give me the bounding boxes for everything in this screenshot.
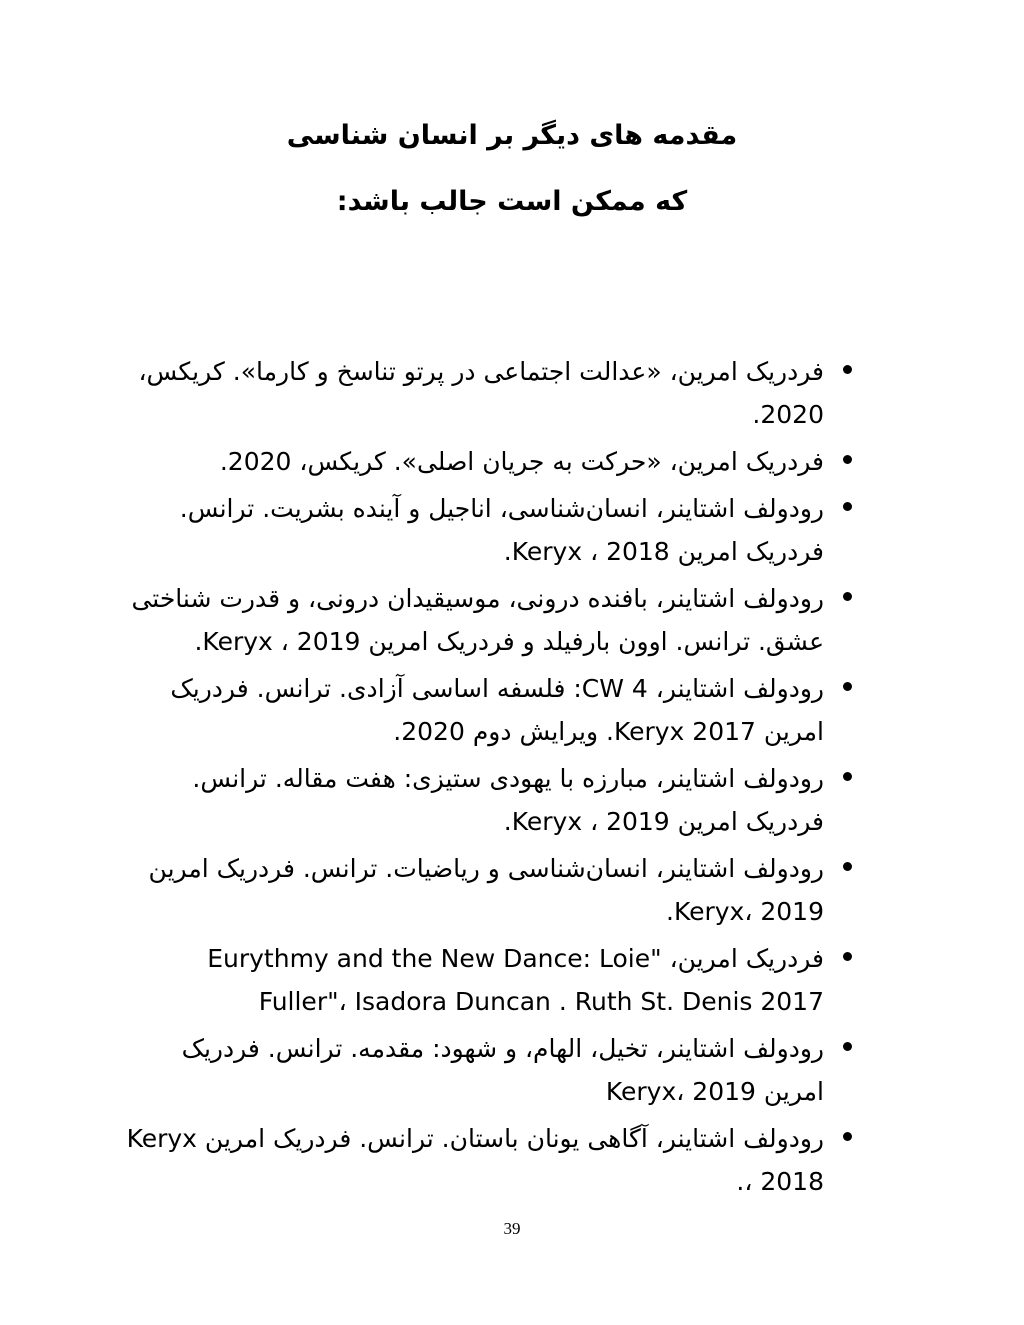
bullet-icon bbox=[843, 592, 852, 601]
reference-text: رودولف اشتاینر، انسان‌شناسی و ریاضیات. ترانس. فردریک امرین Keryx، 2019. bbox=[148, 854, 824, 926]
list-item bbox=[120, 1117, 852, 1203]
page-subtitle: که ممکن است جالب باشد: bbox=[336, 186, 688, 217]
reference-text: رودولف اشتاینر، تخیل، الهام، و شهود: مقدمه. ترانس. فردریک امرین Keryx، 2019 bbox=[181, 1034, 824, 1106]
bullet-icon bbox=[843, 365, 852, 374]
reference-text: رودولف اشتاینر، CW 4: فلسفه اساسی آزادی. ترانس. فردریک امرین Keryx 2017. ویرایش دوم 2020. bbox=[170, 674, 824, 746]
list-item bbox=[120, 847, 852, 933]
list-item bbox=[120, 667, 852, 753]
list-item bbox=[120, 757, 852, 843]
bullet-icon bbox=[843, 862, 852, 871]
list-item bbox=[120, 440, 852, 483]
list-item bbox=[120, 937, 852, 1023]
list-item bbox=[120, 1027, 852, 1113]
bullet-icon bbox=[843, 952, 852, 961]
list-item bbox=[120, 487, 852, 573]
page-number: 39 bbox=[503, 1219, 521, 1238]
bullet-icon bbox=[843, 1042, 852, 1051]
reference-text: رودولف اشتاینر، مبارزه با یهودی ستیزی: هفت مقاله. ترانس. فردریک امرین Keryx ، 2019. bbox=[192, 764, 824, 836]
bullet-icon bbox=[843, 1132, 852, 1141]
bullet-icon bbox=[843, 772, 852, 781]
reference-text: رودولف اشتاینر، بافنده درونی، موسیقیدان درونی، و قدرت شناختی عشق. ترانس. اوون بارفیلد و فردریک امرین Keryx ، 2019. bbox=[131, 584, 824, 656]
bullet-icon bbox=[843, 502, 852, 511]
reference-text: رودولف اشتاینر، آگاهی یونان باستان. ترانس. فردریک امرین Keryx ، 2018. bbox=[126, 1124, 824, 1196]
reference-text: فردریک امرین، «عدالت اجتماعی در پرتو تناسخ و کارما». کریکس، 2020. bbox=[138, 357, 824, 429]
list-item bbox=[120, 577, 852, 663]
page-title: مقدمه های دیگر بر انسان شناسی bbox=[286, 120, 738, 151]
reference-text: فردریک امرین، "Eurythmy and the New Dance: Loie Fuller"، Isadora Duncan . Ruth St. Denis 2017 bbox=[207, 944, 824, 1016]
reference-list bbox=[120, 350, 852, 1207]
reference-text: فردریک امرین، «حرکت به جریان اصلی». کریکس، 2020. bbox=[219, 447, 824, 476]
list-item bbox=[120, 350, 852, 436]
bullet-icon bbox=[843, 455, 852, 464]
reference-text: رودولف اشتاینر، انسان‌شناسی، اناجیل و آینده بشریت. ترانس. فردریک امرین Keryx ، 2018. bbox=[179, 494, 824, 566]
bullet-icon bbox=[843, 682, 852, 691]
